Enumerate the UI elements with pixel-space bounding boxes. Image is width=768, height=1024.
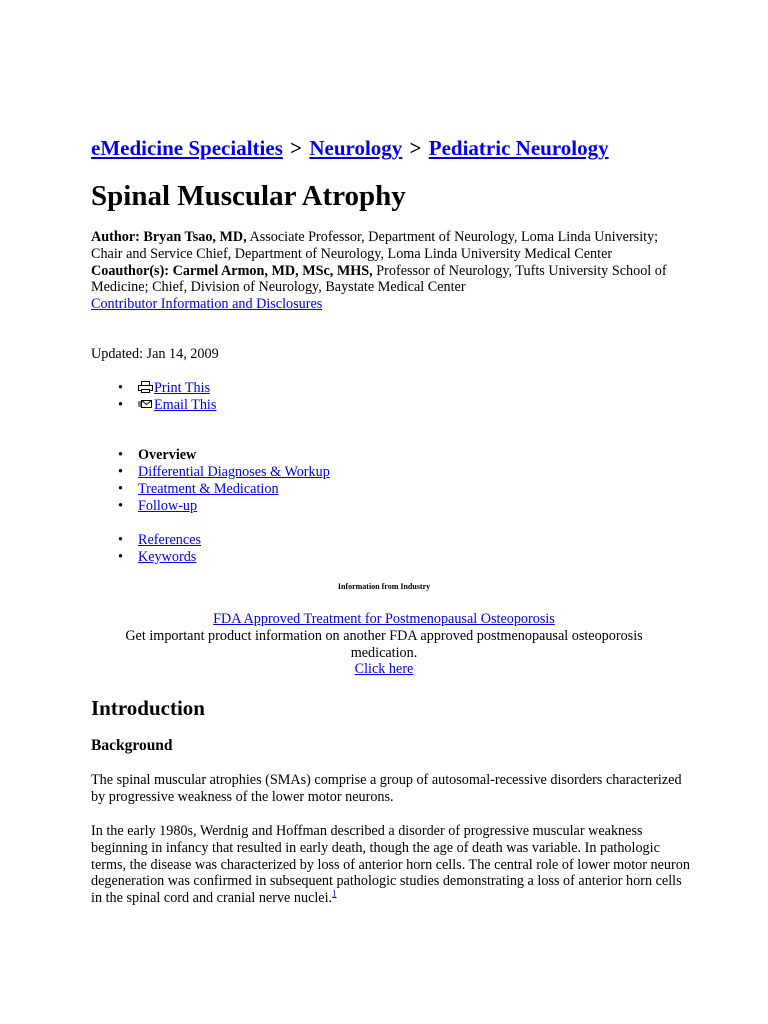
updated-date: Updated: Jan 14, 2009 xyxy=(91,346,219,362)
list-item xyxy=(118,380,216,397)
ad-click-here-link[interactable]: Click here xyxy=(354,661,414,678)
nav-link-references[interactable]: References xyxy=(138,532,202,548)
breadcrumb-separator: > xyxy=(409,136,422,160)
email-icon xyxy=(138,398,153,410)
nav-link-keywords[interactable]: Keywords xyxy=(138,549,197,565)
email-this-link[interactable] xyxy=(138,397,216,413)
printer-icon xyxy=(138,381,153,393)
ad-title-link[interactable]: FDA Approved Treatment for Postmenopausal Osteoporosis xyxy=(213,611,555,627)
nav-link-treatment-medication[interactable]: Treatment & Medication xyxy=(138,481,279,497)
breadcrumb-link-pediatric-neurology[interactable]: Pediatric Neurology xyxy=(428,136,609,160)
print-this-label: Print This xyxy=(154,380,211,396)
breadcrumb-separator: > xyxy=(290,136,303,160)
breadcrumb-link-neurology[interactable]: Neurology xyxy=(309,136,403,160)
print-this-link[interactable] xyxy=(138,380,210,396)
list-item xyxy=(118,397,216,414)
reference-link-1[interactable]: 1 xyxy=(332,888,337,899)
paragraph-2-text: In the early 1980s, Werdnig and Hoffman described a disorder of progressive muscular weakness beginning in infancy that resulted in early death, though the age of death was variable. In pathologic terms, the disease was characterized by loss of anterior horn cells. The central role of lower motor neuron degeneration was confirmed in subsequent pathologic studies demonstrating a loss of anterior horn cells in the spinal cord and cranial nerve nuclei. xyxy=(91,823,690,907)
breadcrumb-link-emedicine-specialties[interactable]: eMedicine Specialties xyxy=(91,136,283,160)
background-paragraph-1: The spinal muscular atrophies (SMAs) comprise a group of autosomal-recessive disorders characterized by progressive weakness of the lower motor neurons. xyxy=(91,772,682,805)
coauthor-label: Coauthor(s): Carmel Armon, MD, MSc, MHS, xyxy=(91,262,373,279)
background-paragraph-2 xyxy=(91,823,691,907)
list-item xyxy=(118,549,201,566)
nav-link-differential-diagnoses[interactable]: Differential Diagnoses & Workup xyxy=(138,464,330,480)
list-item xyxy=(118,447,330,464)
list-item xyxy=(118,464,330,481)
list-item xyxy=(118,481,330,498)
introduction-heading: Introduction xyxy=(91,696,205,720)
section-nav-extra xyxy=(118,532,201,566)
contributor-disclosures-link[interactable]: Contributor Information and Disclosures xyxy=(91,296,323,313)
section-nav xyxy=(118,447,330,515)
coauthor-affiliation: Professor of Neurology, Tufts University School of Medicine; Chief, Division of Neurology, Baystate Medical Center xyxy=(91,262,667,296)
author-label: Author: Bryan Tsao, MD, xyxy=(91,229,247,245)
background-heading: Background xyxy=(91,737,173,754)
author-affiliation: Associate Professor, Department of Neurology, Loma Linda University; Chair and Service Chief, Department of Neurology, Loma Linda University Medical Center xyxy=(91,229,659,262)
page-title: Spinal Muscular Atrophy xyxy=(91,180,406,212)
list-item xyxy=(118,532,201,549)
author-block xyxy=(91,229,691,313)
industry-label: Information from Industry xyxy=(337,582,431,591)
email-this-label: Email This xyxy=(154,397,217,413)
breadcrumb xyxy=(91,134,609,162)
action-list xyxy=(118,380,216,414)
industry-ad xyxy=(91,611,677,678)
nav-link-follow-up[interactable]: Follow-up xyxy=(138,498,198,514)
ad-description: Get important product information on another FDA approved postmenopausal osteoporosis medication. xyxy=(125,627,643,661)
nav-current-overview: Overview xyxy=(138,447,197,463)
list-item xyxy=(118,498,330,515)
